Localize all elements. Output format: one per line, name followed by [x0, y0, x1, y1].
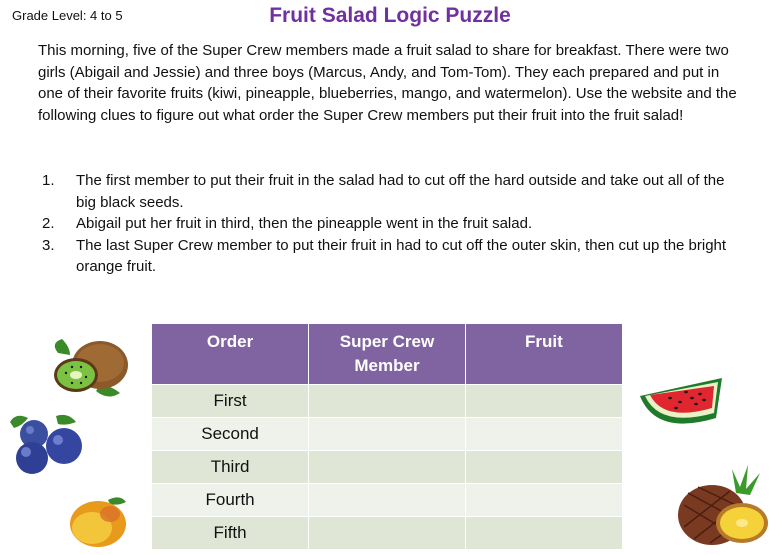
- answer-table: [152, 324, 622, 549]
- order-cell: Fourth: [152, 484, 309, 517]
- member-cell[interactable]: [309, 418, 466, 451]
- grade-level: Grade Level: 4 to 5: [12, 8, 123, 23]
- header-fruit: Fruit: [465, 324, 622, 385]
- fruit-cell[interactable]: [465, 517, 622, 550]
- table-row: [152, 517, 622, 550]
- watermelon-icon: [636, 372, 726, 438]
- member-cell[interactable]: [309, 517, 466, 550]
- clue-text: The last Super Crew member to put their fruit in had to cut off the outer skin, then cut up the bright orange fruit.: [76, 236, 727, 275]
- clue-item: [38, 170, 738, 213]
- clue-text: The first member to put their fruit in the salad had to cut off the hard outside and take out all of the big black seeds.: [76, 172, 725, 211]
- page-title: Fruit Salad Logic Puzzle: [269, 4, 511, 27]
- table-row: [152, 385, 622, 418]
- fruit-cell[interactable]: [465, 418, 622, 451]
- table-row: [152, 451, 622, 484]
- order-cell: Third: [152, 451, 309, 484]
- order-cell: Fifth: [152, 517, 309, 550]
- member-cell[interactable]: [309, 484, 466, 517]
- clue-number: 1.: [42, 172, 55, 189]
- mango-icon: [68, 494, 130, 550]
- blueberries-icon: [6, 412, 88, 478]
- order-cell: Second: [152, 418, 309, 451]
- header-order: Order: [152, 324, 309, 385]
- fruit-cell[interactable]: [465, 385, 622, 418]
- table-row: [152, 484, 622, 517]
- clue-item: [38, 235, 738, 278]
- pineapple-icon: [674, 465, 774, 549]
- header-member: Super Crew Member: [309, 324, 466, 385]
- table-header-row: [152, 324, 622, 385]
- fruit-cell[interactable]: [465, 451, 622, 484]
- table-row: [152, 418, 622, 451]
- clue-text: Abigail put her fruit in third, then the pineapple went in the fruit salad.: [76, 215, 533, 232]
- fruit-cell[interactable]: [465, 484, 622, 517]
- member-cell[interactable]: [309, 385, 466, 418]
- clue-list: [38, 170, 738, 278]
- order-cell: First: [152, 385, 309, 418]
- kiwi-icon: [48, 335, 132, 401]
- clue-item: [38, 213, 738, 235]
- clue-number: 2.: [42, 215, 55, 232]
- member-cell[interactable]: [309, 451, 466, 484]
- intro-paragraph: This morning, five of the Super Crew members made a fruit salad to share for breakfast. There were two girls (Abigail and Jessie) and three boys (Marcus, Andy, and Tom-Tom). They each prepared and put in one of their favorite fruits (kiwi, pineapple, blueberries, mango, and watermelon). Use the website and the following clues to figure out what order the Super Crew members put their fruit into the fruit salad!: [38, 42, 737, 124]
- clue-number: 3.: [42, 236, 55, 254]
